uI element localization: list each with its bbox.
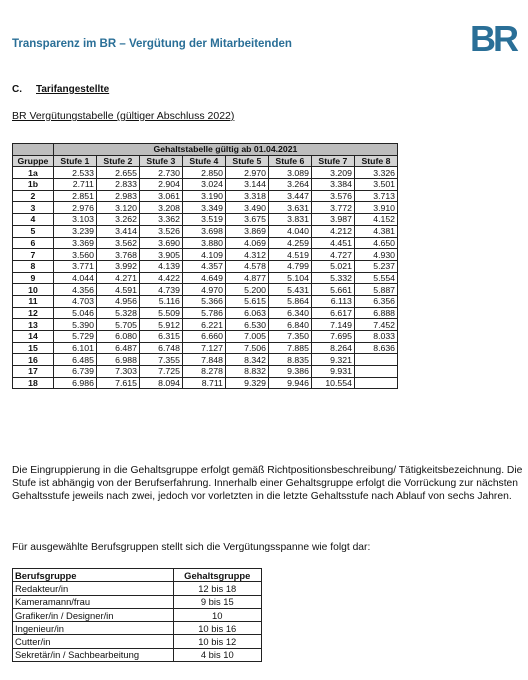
salary-cell: 2.904 (139, 179, 182, 191)
salary-cell: 4.044 (53, 272, 96, 284)
group-cell: 16 (13, 354, 54, 366)
salary-cell: 4.970 (182, 284, 225, 296)
salary-group-cell: 9 bis 15 (173, 595, 262, 608)
occupation-cell: Kameramann/frau (13, 595, 174, 608)
salary-cell (354, 366, 397, 378)
table-row (13, 377, 398, 389)
salary-cell: 4.356 (53, 284, 96, 296)
salary-cell: 6.221 (182, 319, 225, 331)
salary-cell: 10.554 (311, 377, 354, 389)
salary-cell: 6.660 (182, 331, 225, 343)
salary-cell: 4.357 (182, 260, 225, 272)
br-logo: BR (470, 18, 516, 59)
salary-cell: 3.369 (53, 237, 96, 249)
classification-paragraph: Die Eingruppierung in die Gehaltsgruppe erfolgt gemäß Richtpositionsbeschreibung/ Tätigkeitsbezeichnung. Die Stufe ist abhängig von der Berufserfahrung. Innerhalb einer Gehaltsgruppe erfolgt die Vorrückung zur nächsten Gehaltsstufe jeweils nach zwei, jedoch vor vorletzten in die letzte Gehaltsstufe nach Ablauf von sechs Jahren. (12, 465, 523, 502)
salary-cell: 2.730 (139, 167, 182, 179)
group-cell: 9 (13, 272, 54, 284)
salary-header-step: Stufe 7 (311, 155, 354, 167)
salary-cell: 2.850 (182, 167, 225, 179)
salary-cell: 3.772 (311, 202, 354, 214)
salary-cell: 3.262 (96, 214, 139, 226)
salary-header-group: Gruppe (13, 155, 54, 167)
group-cell: 8 (13, 260, 54, 272)
salary-group-cell: 4 bis 10 (173, 648, 262, 661)
salary-cell: 2.970 (225, 167, 268, 179)
salary-cell: 4.271 (96, 272, 139, 284)
salary-cell: 3.910 (354, 202, 397, 214)
salary-cell: 5.200 (225, 284, 268, 296)
occupation-cell: Ingenieur/in (13, 622, 174, 635)
salary-cell: 5.046 (53, 307, 96, 319)
salary-cell: 5.332 (311, 272, 354, 284)
salary-cell: 7.885 (268, 342, 311, 354)
salary-cell: 5.328 (96, 307, 139, 319)
salary-cell: 3.526 (139, 225, 182, 237)
salary-cell: 8.094 (139, 377, 182, 389)
table-row (13, 319, 398, 331)
salary-cell: 4.381 (354, 225, 397, 237)
table-row (13, 635, 262, 648)
salary-cell: 6.888 (354, 307, 397, 319)
salary-cell: 4.451 (311, 237, 354, 249)
table-row (13, 190, 398, 202)
salary-cell: 3.414 (96, 225, 139, 237)
salary-cell: 5.554 (354, 272, 397, 284)
salary-table-body (13, 167, 398, 389)
table-row (13, 237, 398, 249)
table-row (13, 582, 262, 595)
salary-cell: 7.695 (311, 331, 354, 343)
salary-cell: 8.832 (225, 366, 268, 378)
salary-cell: 6.340 (268, 307, 311, 319)
salary-cell: 8.711 (182, 377, 225, 389)
salary-cell: 5.116 (139, 295, 182, 307)
salary-cell: 5.366 (182, 295, 225, 307)
group-cell: 5 (13, 225, 54, 237)
salary-cell: 5.864 (268, 295, 311, 307)
salary-cell: 4.727 (311, 249, 354, 261)
group-cell: 11 (13, 295, 54, 307)
group-cell: 6 (13, 237, 54, 249)
salary-cell: 7.615 (96, 377, 139, 389)
salary-cell: 3.318 (225, 190, 268, 202)
salary-cell: 2.983 (96, 190, 139, 202)
salary-cell: 3.447 (268, 190, 311, 202)
salary-cell: 7.725 (139, 366, 182, 378)
salary-cell: 8.835 (268, 354, 311, 366)
salary-cell: 4.259 (268, 237, 311, 249)
salary-cell: 4.422 (139, 272, 182, 284)
salary-cell: 4.139 (139, 260, 182, 272)
salary-cell: 5.509 (139, 307, 182, 319)
table-row (13, 179, 398, 191)
table-row (13, 214, 398, 226)
salary-cell: 3.880 (182, 237, 225, 249)
salary-cell: 4.591 (96, 284, 139, 296)
section-number: C. (12, 84, 22, 95)
salary-cell: 3.519 (182, 214, 225, 226)
salary-cell: 2.976 (53, 202, 96, 214)
table-row (13, 622, 262, 635)
table-row (13, 307, 398, 319)
salary-cell: 7.350 (268, 331, 311, 343)
salary-cell: 3.384 (311, 179, 354, 191)
table-row (13, 295, 398, 307)
table-row (13, 331, 398, 343)
table-row (13, 595, 262, 608)
groups-table-body (13, 582, 262, 662)
salary-header-step: Stufe 3 (139, 155, 182, 167)
salary-cell: 7.506 (225, 342, 268, 354)
salary-cell: 2.711 (53, 179, 96, 191)
salary-cell (354, 354, 397, 366)
salary-group-cell: 10 bis 12 (173, 635, 262, 648)
salary-header-step: Stufe 1 (53, 155, 96, 167)
salary-cell: 3.144 (225, 179, 268, 191)
salary-cell: 7.355 (139, 354, 182, 366)
salary-cell (354, 377, 397, 389)
salary-cell: 5.615 (225, 295, 268, 307)
salary-cell: 6.739 (53, 366, 96, 378)
salary-cell: 6.113 (311, 295, 354, 307)
salary-cell: 4.312 (225, 249, 268, 261)
salary-cell: 2.833 (96, 179, 139, 191)
occupation-groups-table (12, 568, 262, 662)
salary-cell: 6.840 (268, 319, 311, 331)
salary-cell: 3.698 (182, 225, 225, 237)
salary-cell: 3.562 (96, 237, 139, 249)
salary-cell: 7.848 (182, 354, 225, 366)
salary-cell: 4.739 (139, 284, 182, 296)
occupation-cell: Grafiker/in / Designer/in (13, 608, 174, 621)
salary-cell: 3.690 (139, 237, 182, 249)
salary-cell: 3.239 (53, 225, 96, 237)
salary-cell: 3.560 (53, 249, 96, 261)
group-cell: 15 (13, 342, 54, 354)
group-cell: 2 (13, 190, 54, 202)
salary-cell: 3.061 (139, 190, 182, 202)
salary-group-cell: 12 bis 18 (173, 582, 262, 595)
salary-cell: 5.104 (268, 272, 311, 284)
salary-cell: 4.109 (182, 249, 225, 261)
salary-cell: 3.209 (311, 167, 354, 179)
salary-cell: 4.212 (311, 225, 354, 237)
salary-cell: 3.869 (225, 225, 268, 237)
salary-header-step: Stufe 4 (182, 155, 225, 167)
salary-cell: 5.786 (182, 307, 225, 319)
salary-cell: 5.431 (268, 284, 311, 296)
salary-cell: 4.519 (268, 249, 311, 261)
salary-cell: 4.069 (225, 237, 268, 249)
salary-cell: 9.386 (268, 366, 311, 378)
occupation-cell: Redakteur/in (13, 582, 174, 595)
salary-cell: 3.362 (139, 214, 182, 226)
group-cell: 4 (13, 214, 54, 226)
salary-cell: 3.713 (354, 190, 397, 202)
table-row (13, 284, 398, 296)
salary-cell: 5.661 (311, 284, 354, 296)
salary-cell: 7.005 (225, 331, 268, 343)
salary-cell: 3.264 (268, 179, 311, 191)
salary-cell: 8.264 (311, 342, 354, 354)
group-cell: 14 (13, 331, 54, 343)
table-row (13, 225, 398, 237)
salary-header-step: Stufe 5 (225, 155, 268, 167)
group-cell: 13 (13, 319, 54, 331)
table-row (13, 272, 398, 284)
salary-cell: 3.103 (53, 214, 96, 226)
salary-header-step: Stufe 8 (354, 155, 397, 167)
salary-cell: 6.487 (96, 342, 139, 354)
salary-group-cell: 10 (173, 608, 262, 621)
salary-cell: 3.768 (96, 249, 139, 261)
salary-cell: 2.655 (96, 167, 139, 179)
table-row (13, 202, 398, 214)
salary-cell: 6.748 (139, 342, 182, 354)
salary-cell: 6.101 (53, 342, 96, 354)
salary-cell: 7.127 (182, 342, 225, 354)
salary-cell: 6.356 (354, 295, 397, 307)
group-cell: 17 (13, 366, 54, 378)
groups-header-occupation: Berufsgruppe (13, 569, 174, 582)
salary-cell: 5.887 (354, 284, 397, 296)
salary-cell: 3.190 (182, 190, 225, 202)
salary-cell: 3.024 (182, 179, 225, 191)
salary-cell: 3.326 (354, 167, 397, 179)
salary-cell: 3.831 (268, 214, 311, 226)
salary-cell: 6.986 (53, 377, 96, 389)
salary-cell: 7.149 (311, 319, 354, 331)
salary-cell: 8.342 (225, 354, 268, 366)
salary-cell: 4.152 (354, 214, 397, 226)
salary-cell: 4.956 (96, 295, 139, 307)
salary-table-corner (13, 144, 54, 156)
occupation-cell: Sekretär/in / Sachbearbeitung (13, 648, 174, 661)
table-row (13, 167, 398, 179)
salary-header-step: Stufe 2 (96, 155, 139, 167)
salary-cell: 6.063 (225, 307, 268, 319)
salary-cell: 3.576 (311, 190, 354, 202)
group-cell: 3 (13, 202, 54, 214)
section-heading (12, 84, 109, 95)
salary-cell: 9.931 (311, 366, 354, 378)
salary-cell: 4.649 (182, 272, 225, 284)
salary-cell: 3.349 (182, 202, 225, 214)
table-row (13, 648, 262, 661)
salary-cell: 4.040 (268, 225, 311, 237)
table-subtitle: BR Vergütungstabelle (gültiger Abschluss 2022) (12, 110, 235, 122)
salary-cell: 5.390 (53, 319, 96, 331)
salary-cell: 3.208 (139, 202, 182, 214)
salary-cell: 4.877 (225, 272, 268, 284)
salary-cell: 3.120 (96, 202, 139, 214)
salary-cell: 9.946 (268, 377, 311, 389)
salary-cell: 3.501 (354, 179, 397, 191)
group-cell: 7 (13, 249, 54, 261)
salary-cell: 3.490 (225, 202, 268, 214)
salary-cell: 4.930 (354, 249, 397, 261)
salary-table (12, 143, 398, 389)
salary-cell: 7.303 (96, 366, 139, 378)
page-header-title: Transparenz im BR – Vergütung der Mitarbeitenden (12, 38, 292, 50)
table-row (13, 608, 262, 621)
salary-cell: 6.315 (139, 331, 182, 343)
group-cell: 1a (13, 167, 54, 179)
salary-cell: 4.799 (268, 260, 311, 272)
salary-cell: 6.530 (225, 319, 268, 331)
table-row (13, 249, 398, 261)
group-cell: 1b (13, 179, 54, 191)
salary-cell: 4.703 (53, 295, 96, 307)
salary-cell: 3.675 (225, 214, 268, 226)
salary-cell: 3.905 (139, 249, 182, 261)
table-row (13, 366, 398, 378)
occupation-cell: Cutter/in (13, 635, 174, 648)
salary-cell: 3.771 (53, 260, 96, 272)
salary-cell: 8.636 (354, 342, 397, 354)
salary-cell: 6.485 (53, 354, 96, 366)
salary-cell: 9.321 (311, 354, 354, 366)
salary-cell: 6.988 (96, 354, 139, 366)
salary-cell: 2.533 (53, 167, 96, 179)
salary-cell: 3.992 (96, 260, 139, 272)
salary-cell: 2.851 (53, 190, 96, 202)
salary-cell: 3.631 (268, 202, 311, 214)
table-row (13, 342, 398, 354)
table-row (13, 354, 398, 366)
salary-group-cell: 10 bis 16 (173, 622, 262, 635)
salary-cell: 5.237 (354, 260, 397, 272)
salary-cell: 9.329 (225, 377, 268, 389)
salary-cell: 6.080 (96, 331, 139, 343)
salary-cell: 5.021 (311, 260, 354, 272)
salary-cell: 5.912 (139, 319, 182, 331)
salary-cell: 8.278 (182, 366, 225, 378)
groups-table-header-row (13, 569, 262, 582)
salary-header-step: Stufe 6 (268, 155, 311, 167)
groups-header-salary-group: Gehaltsgruppe (173, 569, 262, 582)
group-cell: 10 (13, 284, 54, 296)
group-cell: 12 (13, 307, 54, 319)
table-row (13, 260, 398, 272)
section-title: Tarifangestellte (36, 84, 110, 95)
groups-intro: Für ausgewählte Berufsgruppen stellt sich die Vergütungsspanne wie folgt dar: (12, 542, 371, 553)
salary-cell: 7.452 (354, 319, 397, 331)
salary-table-caption: Gehaltstabelle gültig ab 01.04.2021 (53, 144, 397, 156)
salary-cell: 5.705 (96, 319, 139, 331)
group-cell: 18 (13, 377, 54, 389)
salary-cell: 4.650 (354, 237, 397, 249)
salary-table-header-row (13, 155, 398, 167)
salary-cell: 3.987 (311, 214, 354, 226)
salary-cell: 4.578 (225, 260, 268, 272)
salary-cell: 6.617 (311, 307, 354, 319)
salary-cell: 3.089 (268, 167, 311, 179)
salary-cell: 5.729 (53, 331, 96, 343)
salary-cell: 8.033 (354, 331, 397, 343)
